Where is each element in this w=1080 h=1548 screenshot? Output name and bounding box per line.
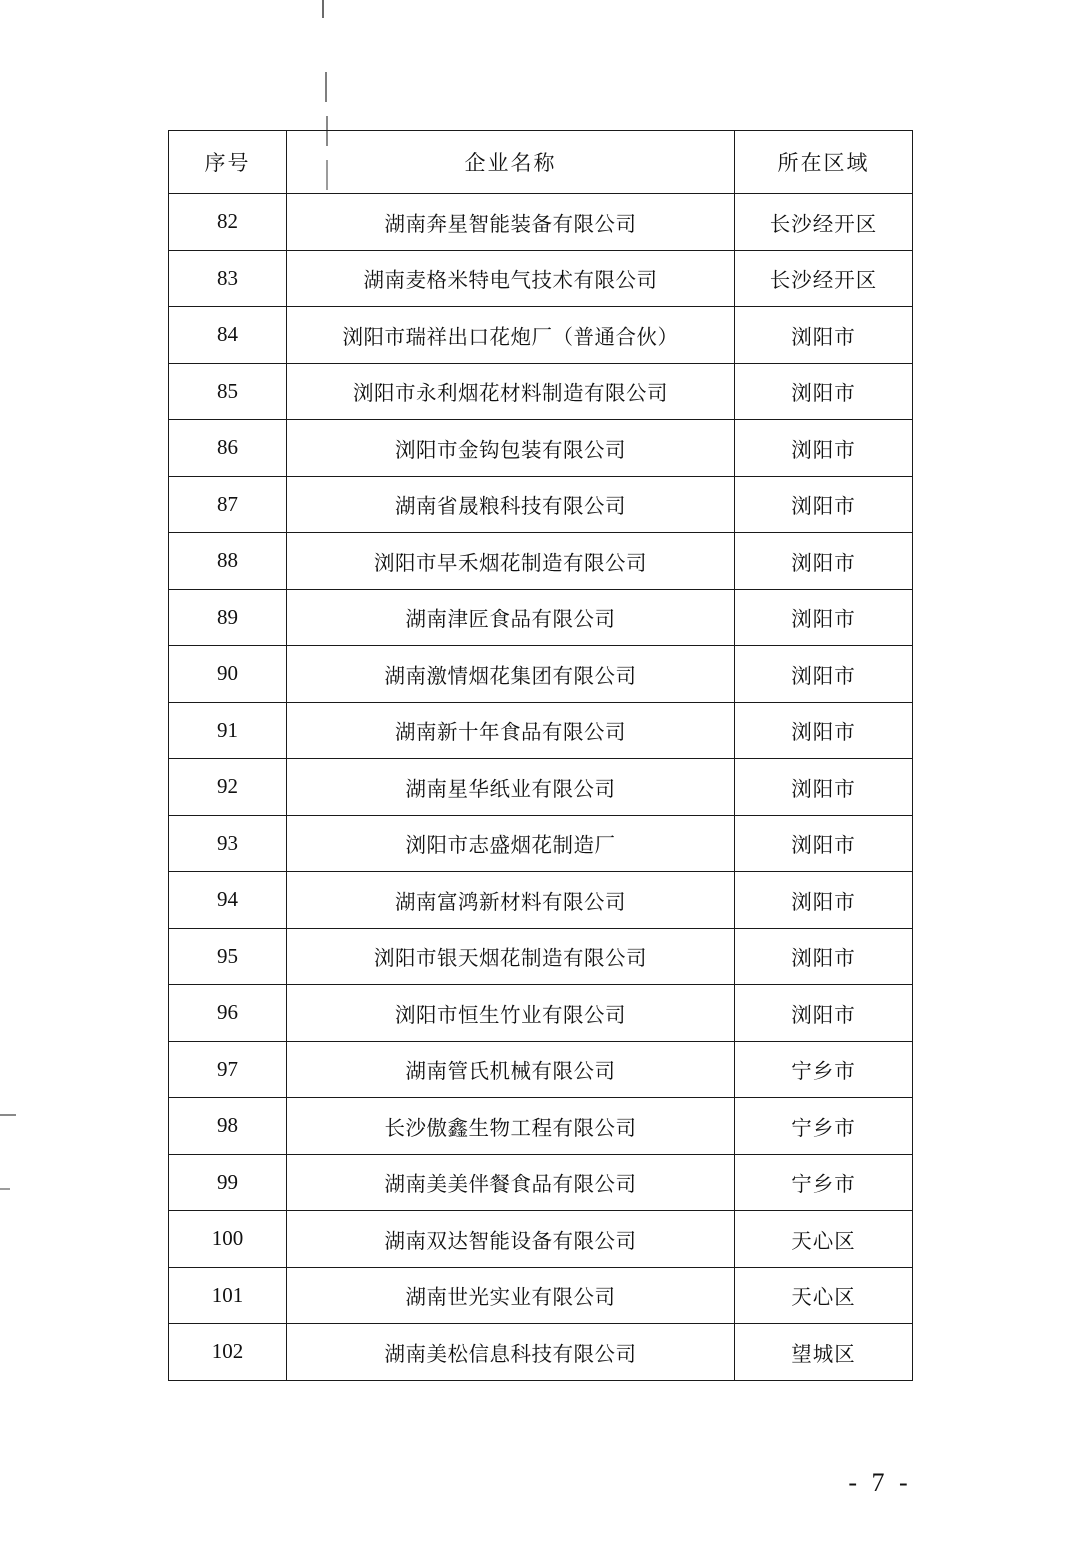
table-row bbox=[169, 646, 913, 703]
table-row bbox=[169, 589, 913, 646]
cell-enterprise-name: 湖南星华纸业有限公司 bbox=[287, 759, 735, 816]
table-row bbox=[169, 759, 913, 816]
table-row bbox=[169, 872, 913, 929]
cell-enterprise-name: 湖南美松信息科技有限公司 bbox=[287, 1324, 735, 1381]
cell-region: 浏阳市 bbox=[735, 533, 913, 590]
cell-region: 浏阳市 bbox=[735, 815, 913, 872]
table-row bbox=[169, 1154, 913, 1211]
cell-enterprise-name: 湖南双达智能设备有限公司 bbox=[287, 1211, 735, 1268]
cell-index: 94 bbox=[169, 872, 287, 929]
table-row bbox=[169, 1211, 913, 1268]
cell-region: 长沙经开区 bbox=[735, 194, 913, 251]
enterprise-list-table bbox=[168, 130, 913, 1381]
cell-index: 88 bbox=[169, 533, 287, 590]
cell-enterprise-name: 浏阳市永利烟花材料制造有限公司 bbox=[287, 363, 735, 420]
cell-enterprise-name: 长沙傲鑫生物工程有限公司 bbox=[287, 1098, 735, 1155]
cell-region: 宁乡市 bbox=[735, 1154, 913, 1211]
table-row bbox=[169, 420, 913, 477]
cell-enterprise-name: 浏阳市银天烟花制造有限公司 bbox=[287, 928, 735, 985]
cell-index: 101 bbox=[169, 1267, 287, 1324]
cell-index: 82 bbox=[169, 194, 287, 251]
table-row bbox=[169, 702, 913, 759]
table-row bbox=[169, 250, 913, 307]
cell-enterprise-name: 浏阳市早禾烟花制造有限公司 bbox=[287, 533, 735, 590]
cell-region: 长沙经开区 bbox=[735, 250, 913, 307]
table-body bbox=[169, 194, 913, 1381]
cell-region: 浏阳市 bbox=[735, 307, 913, 364]
cell-region: 浏阳市 bbox=[735, 589, 913, 646]
cell-enterprise-name: 浏阳市志盛烟花制造厂 bbox=[287, 815, 735, 872]
cell-enterprise-name: 浏阳市金钩包装有限公司 bbox=[287, 420, 735, 477]
cell-enterprise-name: 湖南省晟粮科技有限公司 bbox=[287, 476, 735, 533]
table-row bbox=[169, 928, 913, 985]
cell-region: 浏阳市 bbox=[735, 702, 913, 759]
scan-artifact-mark bbox=[325, 72, 327, 102]
table-row bbox=[169, 476, 913, 533]
cell-region: 浏阳市 bbox=[735, 928, 913, 985]
cell-index: 93 bbox=[169, 815, 287, 872]
cell-enterprise-name: 湖南管氏机械有限公司 bbox=[287, 1041, 735, 1098]
cell-index: 96 bbox=[169, 985, 287, 1042]
cell-enterprise-name: 浏阳市恒生竹业有限公司 bbox=[287, 985, 735, 1042]
cell-index: 85 bbox=[169, 363, 287, 420]
table-row bbox=[169, 1267, 913, 1324]
cell-region: 天心区 bbox=[735, 1267, 913, 1324]
cell-enterprise-name: 湖南新十年食品有限公司 bbox=[287, 702, 735, 759]
cell-index: 92 bbox=[169, 759, 287, 816]
cell-region: 望城区 bbox=[735, 1324, 913, 1381]
cell-region: 浏阳市 bbox=[735, 985, 913, 1042]
cell-enterprise-name: 湖南富鸿新材料有限公司 bbox=[287, 872, 735, 929]
cell-index: 89 bbox=[169, 589, 287, 646]
cell-index: 102 bbox=[169, 1324, 287, 1381]
cell-index: 99 bbox=[169, 1154, 287, 1211]
column-header-index: 序号 bbox=[169, 131, 287, 194]
cell-index: 86 bbox=[169, 420, 287, 477]
cell-index: 95 bbox=[169, 928, 287, 985]
cell-index: 91 bbox=[169, 702, 287, 759]
cell-enterprise-name: 湖南津匠食品有限公司 bbox=[287, 589, 735, 646]
cell-index: 83 bbox=[169, 250, 287, 307]
cell-region: 宁乡市 bbox=[735, 1098, 913, 1155]
page-number bbox=[0, 1468, 1080, 1498]
cell-region: 浏阳市 bbox=[735, 759, 913, 816]
cell-region: 浏阳市 bbox=[735, 363, 913, 420]
column-header-name: 企业名称 bbox=[287, 131, 735, 194]
table-header-row bbox=[169, 131, 913, 194]
cell-enterprise-name: 湖南激情烟花集团有限公司 bbox=[287, 646, 735, 703]
cell-enterprise-name: 湖南奔星智能装备有限公司 bbox=[287, 194, 735, 251]
table-row bbox=[169, 1324, 913, 1381]
table-row bbox=[169, 533, 913, 590]
cell-region: 宁乡市 bbox=[735, 1041, 913, 1098]
cell-enterprise-name: 湖南世光实业有限公司 bbox=[287, 1267, 735, 1324]
scan-artifact-mark bbox=[0, 1114, 16, 1116]
cell-region: 浏阳市 bbox=[735, 872, 913, 929]
cell-region: 天心区 bbox=[735, 1211, 913, 1268]
cell-index: 84 bbox=[169, 307, 287, 364]
page-number-text: - 7 - bbox=[848, 1468, 912, 1497]
table-row bbox=[169, 815, 913, 872]
table-header bbox=[169, 131, 913, 194]
cell-index: 98 bbox=[169, 1098, 287, 1155]
table-row bbox=[169, 1098, 913, 1155]
cell-index: 90 bbox=[169, 646, 287, 703]
cell-region: 浏阳市 bbox=[735, 420, 913, 477]
table-row bbox=[169, 985, 913, 1042]
cell-index: 97 bbox=[169, 1041, 287, 1098]
column-header-region: 所在区域 bbox=[735, 131, 913, 194]
cell-enterprise-name: 浏阳市瑞祥出口花炮厂（普通合伙） bbox=[287, 307, 735, 364]
cell-enterprise-name: 湖南麦格米特电气技术有限公司 bbox=[287, 250, 735, 307]
table-row bbox=[169, 363, 913, 420]
table-row bbox=[169, 1041, 913, 1098]
cell-index: 100 bbox=[169, 1211, 287, 1268]
cell-index: 87 bbox=[169, 476, 287, 533]
cell-region: 浏阳市 bbox=[735, 646, 913, 703]
cell-enterprise-name: 湖南美美伴餐食品有限公司 bbox=[287, 1154, 735, 1211]
scan-artifact-mark bbox=[0, 1188, 10, 1190]
table-row bbox=[169, 307, 913, 364]
scan-artifact-mark bbox=[322, 0, 324, 18]
cell-region: 浏阳市 bbox=[735, 476, 913, 533]
table-row bbox=[169, 194, 913, 251]
